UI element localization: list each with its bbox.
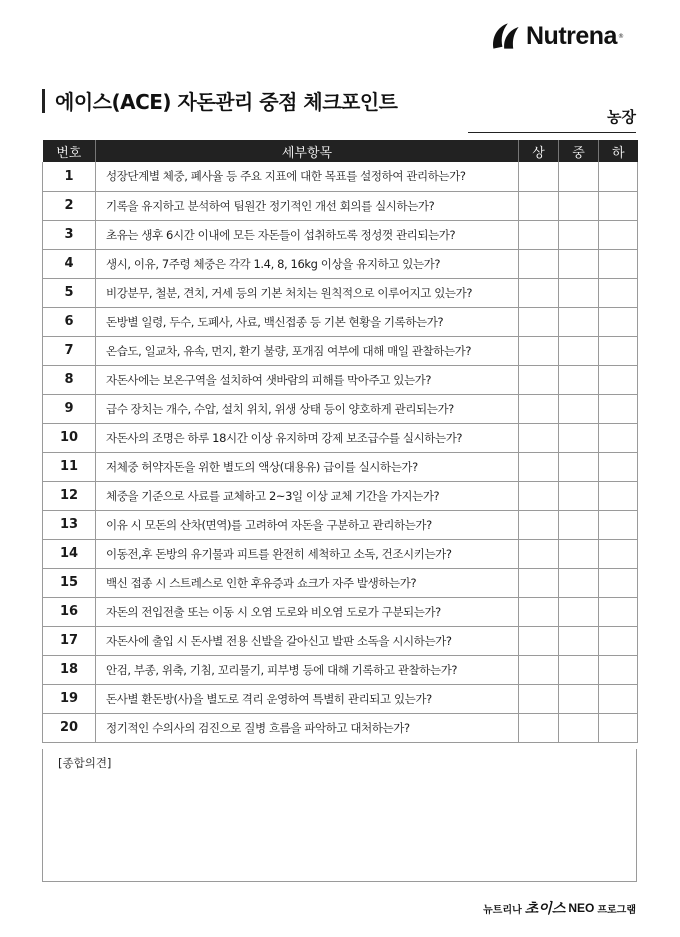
table-header-row: [43, 140, 638, 162]
row-item-text: 자돈사에는 보온구역을 설치하여 샛바람의 피해를 막아주고 있는가?: [96, 365, 519, 394]
check-mid-cell[interactable]: [559, 278, 599, 307]
check-low-cell[interactable]: [599, 423, 638, 452]
check-high-cell[interactable]: [519, 307, 559, 336]
check-high-cell[interactable]: [519, 713, 559, 742]
nutrena-leaf-icon: [488, 18, 524, 54]
row-item-text: 비강분무, 철분, 견치, 거세 등의 기본 처치는 원칙적으로 이루어지고 있는가?: [96, 278, 519, 307]
check-low-cell[interactable]: [599, 568, 638, 597]
table-row: [43, 626, 638, 655]
row-item-text: 자돈사의 조명은 하루 18시간 이상 유지하며 강제 보조급수를 실시하는가?: [96, 423, 519, 452]
row-number: 20: [43, 713, 96, 742]
footer-program: [483, 898, 636, 918]
check-high-cell[interactable]: [519, 249, 559, 278]
row-number: 3: [43, 220, 96, 249]
check-high-cell[interactable]: [519, 423, 559, 452]
table-row: [43, 655, 638, 684]
row-number: 9: [43, 394, 96, 423]
check-low-cell[interactable]: [599, 191, 638, 220]
header-high: 상: [519, 140, 559, 162]
check-high-cell[interactable]: [519, 597, 559, 626]
row-number: 18: [43, 655, 96, 684]
row-number: 8: [43, 365, 96, 394]
check-low-cell[interactable]: [599, 394, 638, 423]
footer-neo: NEO: [568, 901, 595, 915]
row-item-text: 이유 시 모돈의 산차(면역)를 고려하여 자돈을 구분하고 관리하는가?: [96, 510, 519, 539]
check-low-cell[interactable]: [599, 452, 638, 481]
check-high-cell[interactable]: [519, 220, 559, 249]
title-bar: [42, 89, 45, 113]
check-high-cell[interactable]: [519, 162, 559, 191]
check-high-cell[interactable]: [519, 481, 559, 510]
row-number: 15: [43, 568, 96, 597]
check-high-cell[interactable]: [519, 365, 559, 394]
table-row: [43, 452, 638, 481]
table-row: [43, 249, 638, 278]
header-mid: 중: [559, 140, 599, 162]
row-number: 14: [43, 539, 96, 568]
row-number: 19: [43, 684, 96, 713]
check-high-cell[interactable]: [519, 394, 559, 423]
check-mid-cell[interactable]: [559, 452, 599, 481]
row-item-text: 온습도, 일교차, 유속, 먼지, 환기 불량, 포개짐 여부에 대해 매일 관찰하는가?: [96, 336, 519, 365]
table-row: [43, 481, 638, 510]
header-item: 세부항목: [96, 140, 519, 162]
check-mid-cell[interactable]: [559, 191, 599, 220]
checklist-table: [42, 140, 638, 743]
row-item-text: 저체중 허약자돈을 위한 별도의 액상(대용유) 급이를 실시하는가?: [96, 452, 519, 481]
row-item-text: 급수 장치는 개수, 수압, 설치 위치, 위생 상태 등이 양호하게 관리되는가?: [96, 394, 519, 423]
check-mid-cell[interactable]: [559, 162, 599, 191]
page-title: [42, 86, 397, 115]
check-mid-cell[interactable]: [559, 423, 599, 452]
table-row: [43, 568, 638, 597]
table-row: [43, 307, 638, 336]
overall-opinion-box[interactable]: [42, 749, 637, 882]
check-low-cell[interactable]: [599, 713, 638, 742]
row-number: 17: [43, 626, 96, 655]
registered-mark: ®: [617, 32, 624, 40]
row-number: 4: [43, 249, 96, 278]
row-number: 7: [43, 336, 96, 365]
check-low-cell[interactable]: [599, 626, 638, 655]
nutrena-logo: [488, 16, 624, 56]
check-high-cell[interactable]: [519, 510, 559, 539]
check-low-cell[interactable]: [599, 162, 638, 191]
check-high-cell[interactable]: [519, 278, 559, 307]
header-low: 하: [599, 140, 638, 162]
check-low-cell[interactable]: [599, 597, 638, 626]
check-mid-cell[interactable]: [559, 568, 599, 597]
check-low-cell[interactable]: [599, 510, 638, 539]
footer-suffix: 프로그램: [597, 904, 636, 916]
row-number: 13: [43, 510, 96, 539]
check-mid-cell[interactable]: [559, 539, 599, 568]
row-item-text: 자돈사에 출입 시 돈사별 전용 신발을 갈아신고 발판 소독을 시시하는가?: [96, 626, 519, 655]
check-mid-cell[interactable]: [559, 655, 599, 684]
table-row: [43, 191, 638, 220]
table-row: [43, 394, 638, 423]
header-number: 번호: [43, 140, 96, 162]
row-item-text: 기록을 유지하고 분석하여 팀원간 정기적인 개선 회의를 실시하는가?: [96, 191, 519, 220]
check-mid-cell[interactable]: [559, 365, 599, 394]
check-mid-cell[interactable]: [559, 713, 599, 742]
row-number: 12: [43, 481, 96, 510]
check-high-cell[interactable]: [519, 684, 559, 713]
row-item-text: 초유는 생후 6시간 이내에 모든 자돈들이 섭취하도록 정성껏 관리되는가?: [96, 220, 519, 249]
farm-label: 농장: [607, 108, 636, 126]
check-high-cell[interactable]: [519, 626, 559, 655]
check-low-cell[interactable]: [599, 220, 638, 249]
check-low-cell[interactable]: [599, 365, 638, 394]
row-number: 10: [43, 423, 96, 452]
check-low-cell[interactable]: [599, 481, 638, 510]
title-text: 에이스(ACE) 자돈관리 중점 체크포인트: [55, 90, 398, 114]
check-mid-cell[interactable]: [559, 597, 599, 626]
check-low-cell[interactable]: [599, 655, 638, 684]
footer-prefix: 뉴트리나: [483, 904, 522, 916]
row-item-text: 백신 접종 시 스트레스로 인한 후유증과 쇼크가 자주 발생하는가?: [96, 568, 519, 597]
row-number: 1: [43, 162, 96, 191]
row-item-text: 돈방별 일령, 두수, 도폐사, 사료, 백신접종 등 기본 현황을 기록하는가?: [96, 307, 519, 336]
table-row: [43, 597, 638, 626]
check-low-cell[interactable]: [599, 249, 638, 278]
logo-text: Nutrena: [526, 21, 617, 50]
check-mid-cell[interactable]: [559, 249, 599, 278]
check-mid-cell[interactable]: [559, 220, 599, 249]
check-high-cell[interactable]: [519, 568, 559, 597]
row-item-text: 체중을 기준으로 사료를 교체하고 2~3일 이상 교체 기간을 가지는가?: [96, 481, 519, 510]
table-row: [43, 162, 638, 191]
table-row: [43, 336, 638, 365]
farm-name-line: [468, 132, 636, 133]
table-row: [43, 510, 638, 539]
row-number: 6: [43, 307, 96, 336]
check-mid-cell[interactable]: [559, 481, 599, 510]
check-mid-cell[interactable]: [559, 510, 599, 539]
table-row: [43, 278, 638, 307]
check-high-cell[interactable]: [519, 539, 559, 568]
check-low-cell[interactable]: [599, 539, 638, 568]
check-high-cell[interactable]: [519, 336, 559, 365]
table-row: [43, 365, 638, 394]
row-item-text: 자돈의 전입전출 또는 이동 시 오염 도로와 비오염 도로가 구분되는가?: [96, 597, 519, 626]
row-item-text: 이동전,후 돈방의 유기물과 피트를 완전히 세척하고 소독, 건조시키는가?: [96, 539, 519, 568]
check-mid-cell[interactable]: [559, 307, 599, 336]
check-high-cell[interactable]: [519, 191, 559, 220]
row-item-text: 생시, 이유, 7주령 체중은 각각 1.4, 8, 16kg 이상을 유지하고 있는가?: [96, 249, 519, 278]
row-number: 5: [43, 278, 96, 307]
table-row: [43, 713, 638, 742]
overall-opinion-label: [종합의견]: [58, 756, 112, 770]
row-number: 16: [43, 597, 96, 626]
row-number: 2: [43, 191, 96, 220]
check-high-cell[interactable]: [519, 452, 559, 481]
row-item-text: 성장단계별 체중, 폐사율 등 주요 지표에 대한 목표를 설정하여 관리하는가?: [96, 162, 519, 191]
check-low-cell[interactable]: [599, 278, 638, 307]
check-low-cell[interactable]: [599, 336, 638, 365]
check-mid-cell[interactable]: [559, 626, 599, 655]
check-low-cell[interactable]: [599, 684, 638, 713]
table-row: [43, 423, 638, 452]
table-row: [43, 539, 638, 568]
row-item-text: 정기적인 수의사의 검진으로 질병 흐름을 파악하고 대처하는가?: [96, 713, 519, 742]
check-low-cell[interactable]: [599, 307, 638, 336]
check-mid-cell[interactable]: [559, 684, 599, 713]
row-item-text: 안검, 부종, 위축, 기침, 꼬리물기, 피부병 등에 대해 기록하고 관찰하는가?: [96, 655, 519, 684]
row-item-text: 돈사별 환돈방(사)을 별도로 격리 운영하여 특별히 관리되고 있는가?: [96, 684, 519, 713]
check-mid-cell[interactable]: [559, 336, 599, 365]
table-row: [43, 220, 638, 249]
row-number: 11: [43, 452, 96, 481]
footer-brand: 초이스: [524, 900, 566, 916]
table-row: [43, 684, 638, 713]
check-mid-cell[interactable]: [559, 394, 599, 423]
check-high-cell[interactable]: [519, 655, 559, 684]
